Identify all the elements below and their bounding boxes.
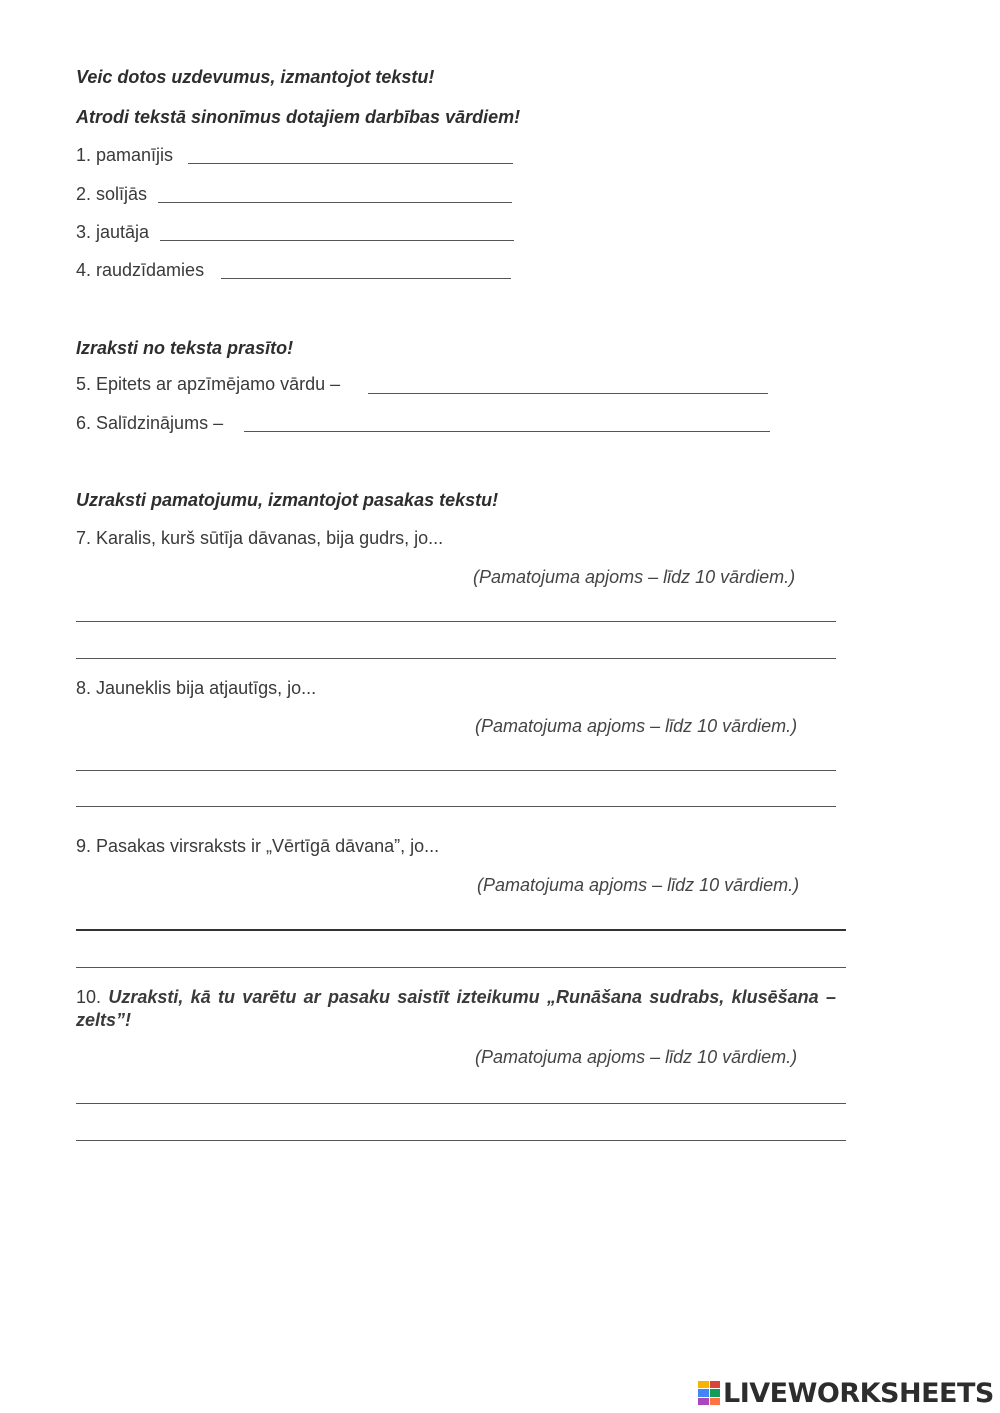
question-9: 9. Pasakas virsraksts ir „Vērtīgā dāvana”, jo...: [76, 836, 440, 856]
question-10: [76, 986, 836, 1032]
synonym-item-2-label: 2. solījās: [76, 184, 148, 204]
section3-heading: Uzraksti pamatojumu, izmantojot pasakas tekstu!: [76, 490, 499, 510]
question-7-note: (Pamatojuma apjoms – līdz 10 vārdiem.): [473, 567, 796, 587]
question-8-answer-line-1[interactable]: [76, 770, 836, 771]
liveworksheets-logo-icon: [698, 1381, 720, 1405]
liveworksheets-logo-text: LIVEWORKSHEETS: [723, 1377, 994, 1409]
question-10-number: 10.: [76, 987, 102, 1007]
question-10-text: Uzraksti, kā tu varētu ar pasaku saistīt izteikumu „Runāšana sudrabs, klusēšana – zelts”!: [76, 987, 836, 1030]
question-8-answer-line-2[interactable]: [76, 806, 836, 807]
epithet-label: 5. Epitets ar apzīmējamo vārdu –: [76, 374, 341, 394]
worksheet-title: Veic dotos uzdevumus, izmantojot tekstu!: [76, 67, 435, 87]
synonym-item-1-answer-line[interactable]: [188, 163, 513, 164]
question-9-note: (Pamatojuma apjoms – līdz 10 vārdiem.): [477, 875, 800, 895]
synonym-item-4-label: 4. raudzīdamies: [76, 260, 205, 280]
question-10-answer-line-1[interactable]: [76, 1103, 846, 1104]
comparison-label: 6. Salīdzinājums –: [76, 413, 224, 433]
synonym-item-1-label: 1. pamanījis: [76, 145, 174, 165]
question-10-note: (Pamatojuma apjoms – līdz 10 vārdiem.): [475, 1047, 798, 1067]
liveworksheets-logo[interactable]: [698, 1378, 994, 1408]
synonym-item-3-answer-line[interactable]: [160, 240, 514, 241]
question-9-answer-line-2[interactable]: [76, 967, 846, 968]
epithet-answer-line[interactable]: [368, 393, 768, 394]
comparison-answer-line[interactable]: [244, 431, 770, 432]
synonym-item-3-label: 3. jautāja: [76, 222, 150, 242]
question-7-answer-line-1[interactable]: [76, 621, 836, 622]
synonym-item-4-answer-line[interactable]: [221, 278, 511, 279]
section1-heading: Atrodi tekstā sinonīmus dotajiem darbības vārdiem!: [76, 107, 521, 127]
question-7: 7. Karalis, kurš sūtīja dāvanas, bija gudrs, jo...: [76, 528, 444, 548]
question-9-answer-line-1[interactable]: [76, 929, 846, 931]
question-10-answer-line-2[interactable]: [76, 1140, 846, 1141]
question-7-answer-line-2[interactable]: [76, 658, 836, 659]
synonym-item-2-answer-line[interactable]: [158, 202, 512, 203]
section2-heading: Izraksti no teksta prasīto!: [76, 338, 294, 358]
question-8: 8. Jauneklis bija atjautīgs, jo...: [76, 678, 317, 698]
question-8-note: (Pamatojuma apjoms – līdz 10 vārdiem.): [475, 716, 798, 736]
